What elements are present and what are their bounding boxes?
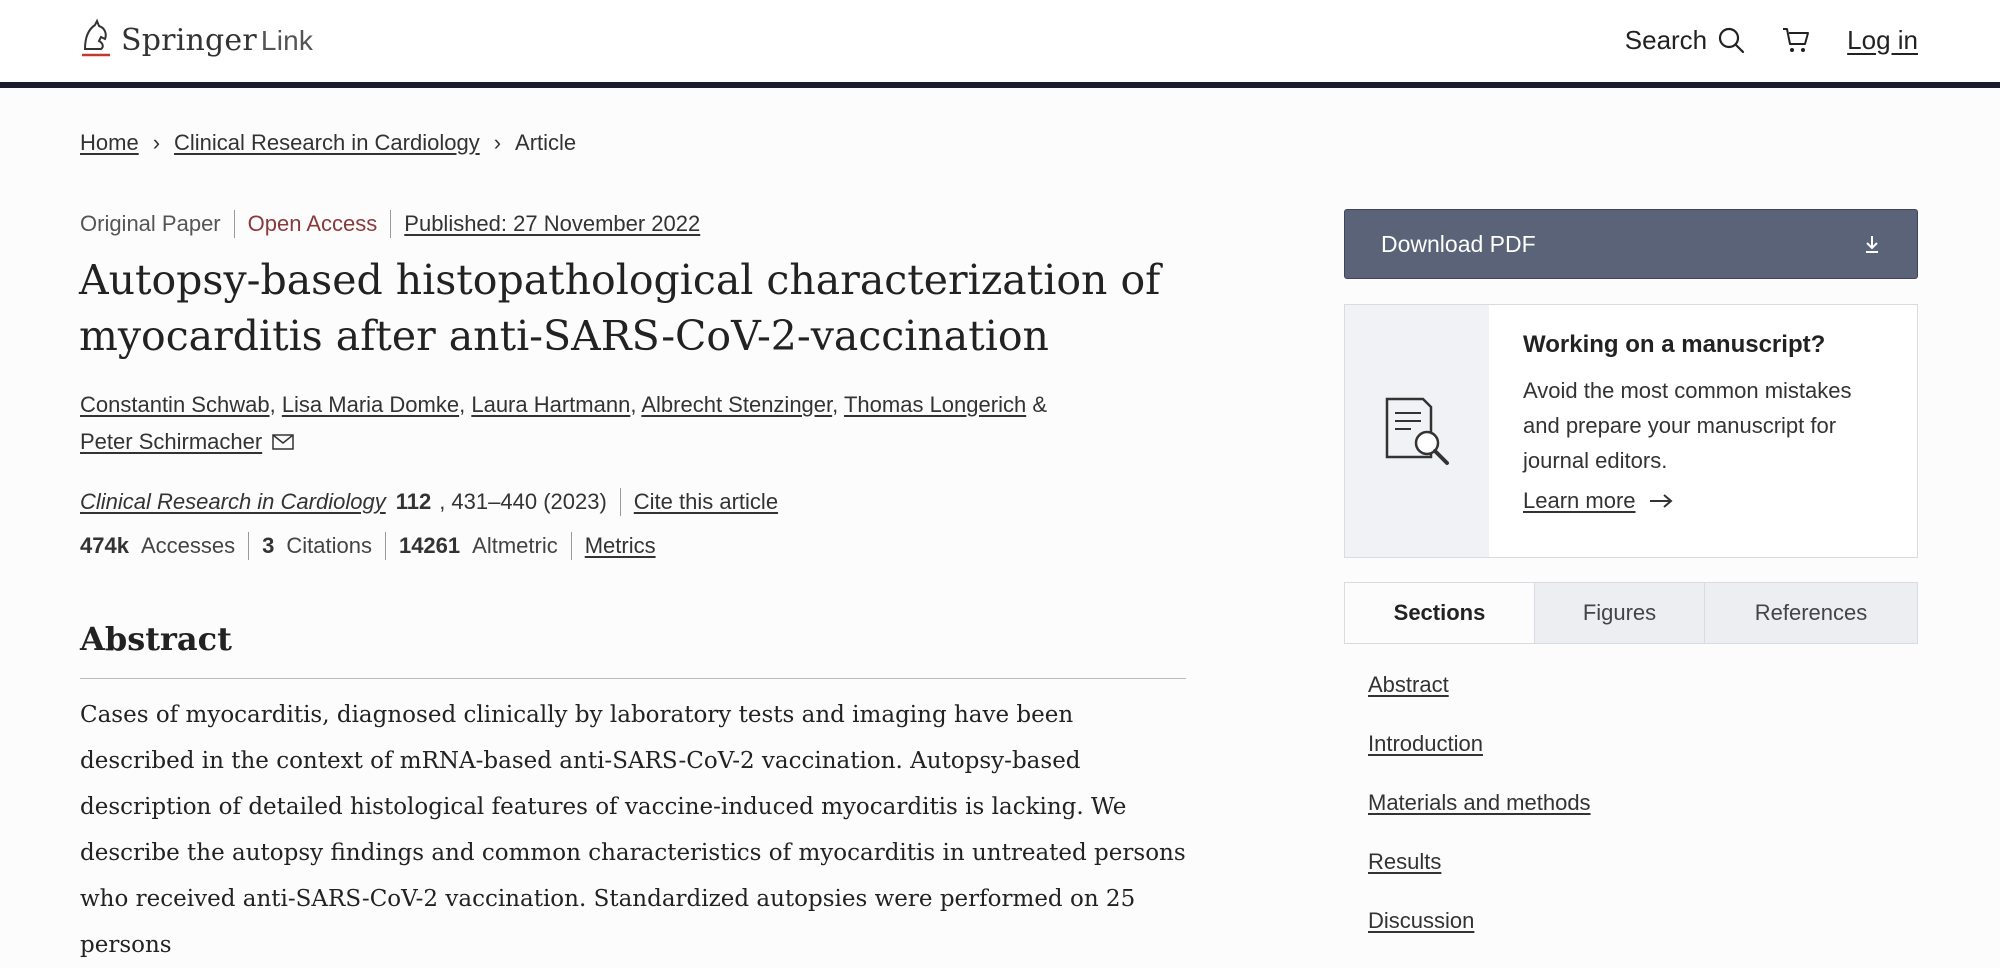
download-pdf-label: Download PDF: [1381, 230, 1536, 257]
breadcrumb-current: Article: [515, 130, 577, 155]
accesses-value: 474k: [80, 533, 129, 558]
header-actions: [1625, 20, 1918, 60]
list-item: [1368, 845, 1591, 904]
altmetric-value: 14261: [398, 533, 461, 558]
accesses-label: Accesses: [140, 533, 236, 558]
search-icon: [1717, 26, 1745, 54]
list-item: [1368, 668, 1591, 727]
abstract-text: Cases of myocarditis, diagnosed clinically by laboratory tests and imaging have been described in the context of mRNA-based anti-SARS-CoV-2 vaccination. Autopsy-based description of detailed histological features of vaccine-induced myocarditis is lacking. We describe the autopsy findings and common characteristics of myocarditis in untreated persons who received anti-SARS-CoV-2 vaccination. Standardized autopsies were performed on 25 persons: [80, 702, 1186, 958]
search-button[interactable]: [1625, 25, 1745, 56]
section-link-results[interactable]: Results: [1368, 849, 1442, 874]
search-label: Search: [1624, 24, 1708, 55]
list-item: [1368, 727, 1591, 786]
tab-sections[interactable]: Sections: [1345, 583, 1534, 643]
article-title: Autopsy-based histopathological characterization of myocarditis after anti-SARS-CoV-2-vaccination: [79, 256, 1161, 360]
promo-text: Avoid the most common mistakes and prepare your manuscript for journal editors.: [1523, 378, 1852, 473]
open-access-badge: Open Access: [247, 211, 378, 236]
promo-body: [1489, 305, 1897, 557]
divider: [620, 488, 621, 516]
divider: [385, 532, 386, 560]
abstract-heading: Abstract: [80, 620, 232, 658]
download-icon: [1863, 234, 1881, 254]
brand-name: Springer Link: [121, 22, 314, 58]
email-icon[interactable]: [272, 434, 294, 450]
section-link-discussion[interactable]: Discussion: [1368, 908, 1475, 933]
abstract-divider: [80, 678, 1186, 679]
manuscript-promo: [1344, 304, 1918, 558]
author-list: Constantin Schwab, Lisa Maria Domke, Laura Hartmann, Albrecht Stenzinger, Thomas Longerich & Peter Schirmacher: [80, 392, 1048, 454]
article-meta: [80, 210, 700, 238]
author-link[interactable]: Laura Hartmann: [471, 392, 631, 417]
cite-article-link[interactable]: Cite this article: [633, 489, 779, 514]
breadcrumb: [80, 130, 576, 156]
arrow-right-icon: [1648, 493, 1674, 509]
divider: [571, 532, 572, 560]
sections-list: [1368, 668, 1591, 963]
article-type: Original Paper: [80, 211, 221, 236]
published-date-link[interactable]: Published: 27 November 2022: [404, 211, 701, 236]
springer-link-logo[interactable]: [79, 18, 313, 62]
tab-references[interactable]: References: [1704, 583, 1917, 643]
cart-button[interactable]: [1781, 26, 1811, 54]
list-item: [1368, 904, 1591, 963]
springer-horse-icon: [79, 19, 113, 61]
site-header: [0, 0, 2000, 88]
pages: , 431–440 (2023): [439, 489, 607, 514]
author-link[interactable]: Albrecht Stenzinger: [641, 392, 833, 417]
divider: [234, 210, 235, 238]
tab-figures[interactable]: Figures: [1534, 583, 1704, 643]
altmetric-label: Altmetric: [472, 533, 558, 558]
section-link-abstract[interactable]: Abstract: [1368, 672, 1449, 697]
list-item: [1368, 786, 1591, 845]
section-link-introduction[interactable]: Introduction: [1368, 731, 1483, 756]
author-link[interactable]: Constantin Schwab: [80, 392, 270, 417]
chevron-right-icon: ›: [152, 130, 161, 155]
login-link[interactable]: Log in: [1847, 24, 1918, 55]
download-pdf-button[interactable]: [1344, 209, 1918, 279]
volume: 112: [395, 489, 432, 514]
breadcrumb-journal[interactable]: Clinical Research in Cardiology: [174, 130, 480, 155]
author-link[interactable]: Lisa Maria Domke: [281, 392, 460, 417]
citations-value: 3: [262, 533, 275, 558]
article-metrics: [80, 532, 656, 560]
promo-title: Working on a manuscript?: [1523, 331, 1826, 358]
document-search-icon: [1345, 305, 1489, 557]
citations-label: Citations: [286, 533, 372, 558]
learn-more-label: Learn more: [1523, 488, 1636, 513]
chevron-right-icon: ›: [493, 130, 502, 155]
divider: [390, 210, 391, 238]
author-link[interactable]: Thomas Longerich: [843, 392, 1027, 417]
section-link-methods[interactable]: Materials and methods: [1368, 790, 1591, 815]
sidebar-tabs: [1344, 582, 1918, 644]
breadcrumb-home[interactable]: Home: [80, 130, 139, 155]
learn-more-link[interactable]: [1523, 488, 1863, 514]
journal-info: [80, 488, 778, 516]
metrics-link[interactable]: Metrics: [584, 533, 656, 558]
journal-link[interactable]: Clinical Research in Cardiology: [80, 489, 386, 514]
cart-icon: [1781, 26, 1811, 54]
divider: [248, 532, 249, 560]
author-link[interactable]: Peter Schirmacher: [80, 429, 263, 454]
